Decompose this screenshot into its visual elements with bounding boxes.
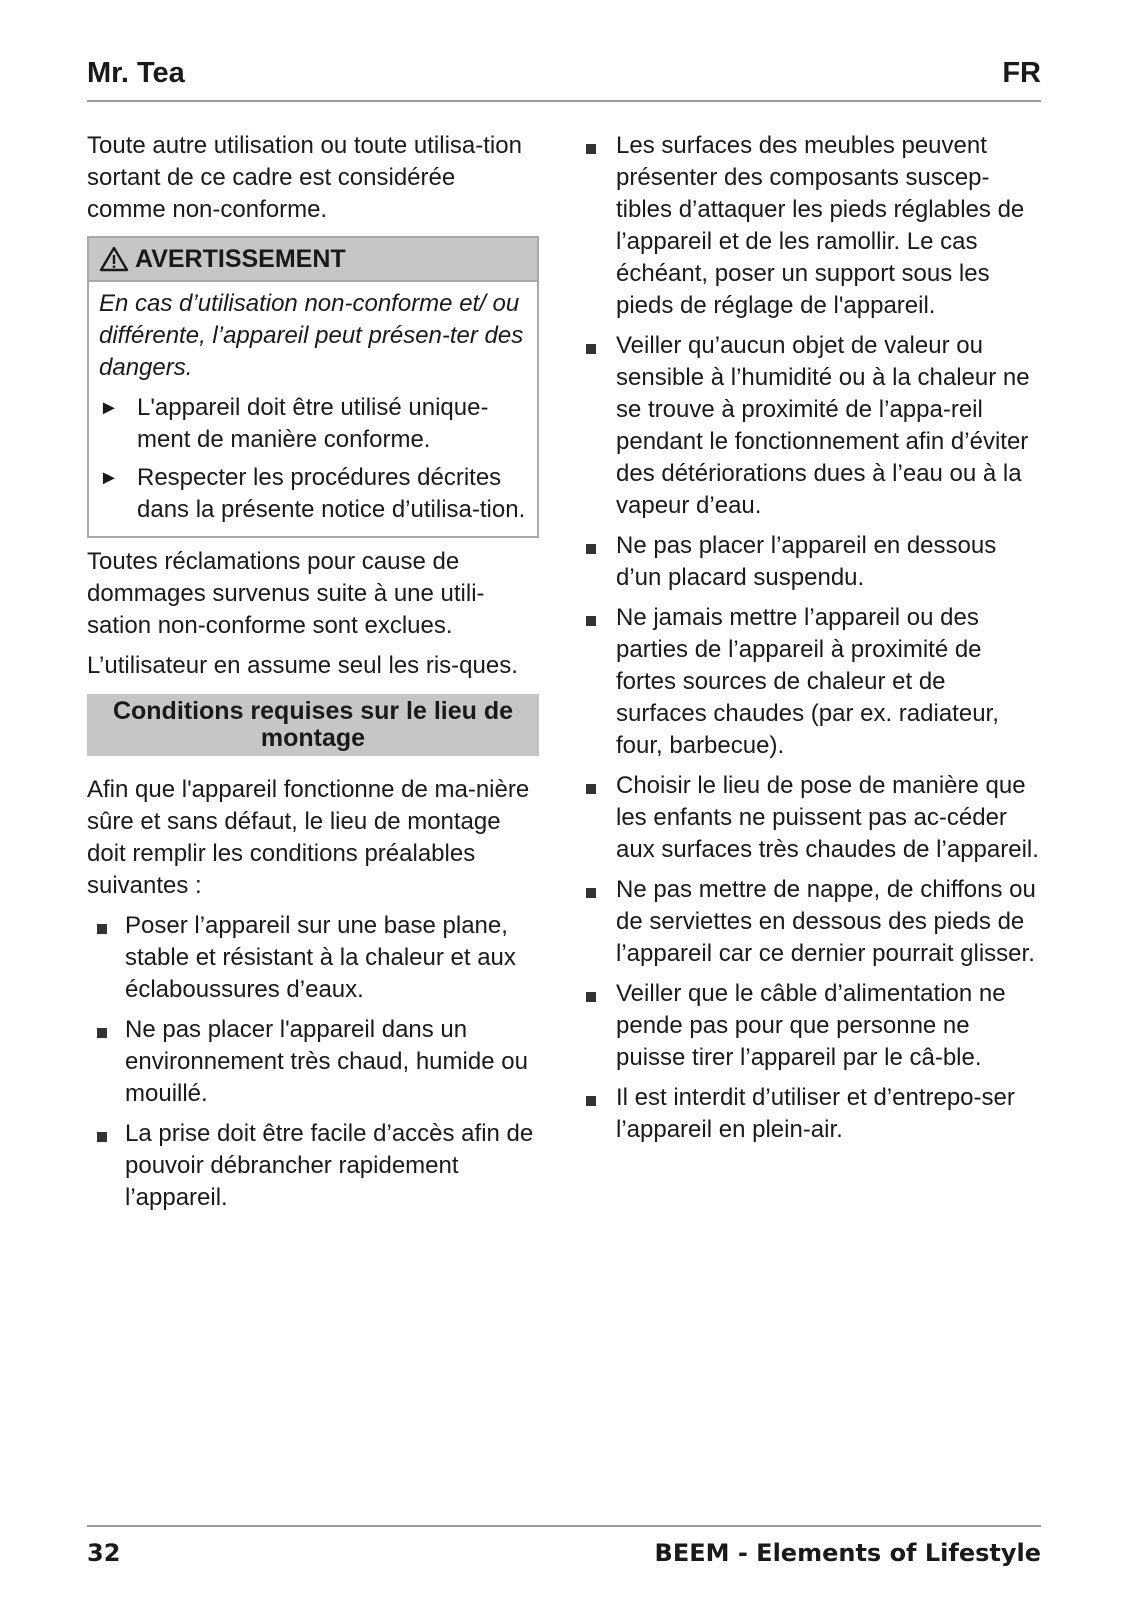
warning-header [89,238,537,282]
right-column [586,130,1041,1154]
square-bullet-icon [586,344,596,354]
warning-text: En cas d’utilisation non-conforme et/ ou différente, l’appareil peut présen-ter des dangers. [99,290,524,381]
square-bullet-icon [586,784,596,794]
list-item [87,1014,539,1110]
list-item-text: Ne pas mettre de nappe, de chiffons ou de serviettes en dessous des pieds de l’appareil car ce dernier pourrait glisser. [616,876,1036,967]
page-header [87,54,1041,102]
square-bullet-icon [586,616,596,626]
list-item [586,130,1041,322]
list-item-text: Les surfaces des meubles peuvent présenter des composants suscep-tibles d’attaquer les pieds réglables de l’appareil et de les ramollir. Le cas échéant, poser un support sous les pieds de réglage de l'appareil. [616,132,1025,319]
square-bullet-icon [97,1028,107,1038]
list-item-text: Veiller qu’aucun objet de valeur ou sensible à l’humidité ou à la chaleur ne se trouve à proximité de l’appa-reil pendant le fonctionnement afin d’éviter des détériorations dues à l’eau ou à la vapeur d’eau. [616,332,1030,519]
document-title: Mr. Tea [87,56,185,89]
list-item-text: Veiller que le câble d’alimentation ne pende pas pour que personne ne puisse tirer l’appareil par le câ-ble. [616,980,1006,1071]
left-column [87,130,539,1222]
list-item-text: La prise doit être facile d’accès afin de pouvoir débrancher rapidement l’appareil. [125,1120,534,1211]
list-item-text: Ne jamais mettre l’appareil ou des parties de l’appareil à proximité de fortes sources de chaleur et de surfaces chaudes (par ex. radiateur, four, barbecue). [616,604,999,759]
warning-box [87,236,539,538]
arrow-right-icon: ► [99,397,119,419]
list-item-text: Poser l’appareil sur une base plane, stable et résistant à la chaleur et aux éclaboussures d’eaux. [125,912,516,1003]
arrow-right-icon: ► [99,467,119,489]
list-item-text: Ne pas placer l’appareil en dessous d’un placard suspendu. [616,532,997,591]
conditions-list-continued [586,130,1041,1146]
square-bullet-icon [586,1096,596,1106]
list-item [586,530,1041,594]
list-item [586,1082,1041,1146]
list-item [586,874,1041,970]
warning-item [99,392,527,456]
list-item [586,602,1041,762]
section-heading: Conditions requises sur le lieu de montage [87,694,539,756]
language-code: FR [1002,56,1041,89]
list-item-text: Ne pas placer l'appareil dans un environnement très chaud, humide ou mouillé. [125,1016,528,1107]
brand-name: BEEM - Elements of Lifestyle [654,1539,1041,1567]
list-item [586,978,1041,1074]
section-intro: Afin que l'appareil fonctionne de ma-nière sûre et sans défaut, le lieu de montage doit remplir les conditions préalables suivantes : [87,776,530,899]
square-bullet-icon [586,544,596,554]
list-item-text: Choisir le lieu de pose de manière que les enfants ne puissent pas ac-céder aux surfaces très chaudes de l’appareil. [616,772,1039,863]
square-bullet-icon [97,924,107,934]
square-bullet-icon [586,888,596,898]
warning-title: AVERTISSEMENT [135,245,346,273]
list-item [87,1118,539,1214]
risk-paragraph: L’utilisateur en assume seul les ris-ques. [87,652,518,679]
warning-item-text: Respecter les procédures décrites dans la présente notice d’utilisa-tion. [137,464,526,523]
warning-body [89,282,537,536]
list-item [586,770,1041,866]
warning-triangle-icon [99,246,129,272]
square-bullet-icon [586,144,596,154]
list-item-text: Il est interdit d’utiliser et d’entrepo-ser l’appareil en plein-air. [616,1084,1015,1143]
list-item [586,330,1041,522]
intro-paragraph: Toute autre utilisation ou toute utilisa-tion sortant de ce cadre est considérée comme non-conforme. [87,132,522,223]
list-item [87,910,539,1006]
claims-paragraph: Toutes réclamations pour cause de dommages survenus suite à une utili-sation non-conforme sont exclues. [87,548,485,639]
warning-item-text: L'appareil doit être utilisé unique-ment de manière conforme. [137,394,489,453]
page-number: 32 [87,1539,121,1567]
warning-item [99,462,527,526]
square-bullet-icon [97,1132,107,1142]
page-footer [87,1525,1041,1569]
square-bullet-icon [586,992,596,1002]
conditions-list [87,910,539,1214]
